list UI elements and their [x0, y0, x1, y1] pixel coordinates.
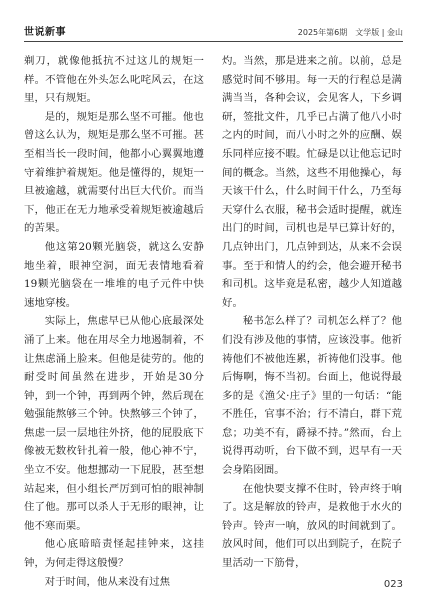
page-number: 023 — [383, 579, 403, 590]
paragraph: 灼。当然，那是进来之前。以前，总是感觉时间不够用。每一天的行程总是满满当当，各种会议，会见客人，下乡调研，签批文件，几乎已占满了他八小时之内的时间，而八小时之外的应酬、娱乐同样应接不暇。忙碌是以让他忘记时间的概念。当然，这些不用他操心，每天该干什么，什么时间干什么，乃至每天穿什么衣服，秘书会适时提醒，就连出门的时间，司机也是早已算计好的，几点钟出门，几点钟到达，从来不会误事。至于和情人的约会，他会避开秘书和司机。这毕竟是私密，越少人知道越好。 — [222, 55, 402, 309]
right-text-column — [222, 52, 402, 573]
page-header — [24, 14, 403, 38]
left-text-column — [24, 52, 204, 591]
paragraph: 秘书怎么样了？司机怎么样了？他们没有涉及他的事情，应该没事。他祈祷他们不被他连累，祈祷他们没事。他后悔啊，悔不当初。台面上，他说得最多的是《渔父·庄子》里的一句话：“能不胜任，官事不治；行不清白，群下荒怠；功美不有，爵禄不持。”然而，台上说得再动听，台下做不到，迟早有一天会身陷囹圄。 — [222, 315, 402, 477]
paragraph: 他这第20颗光脑袋，就这么安静地坐着，眼神空洞，面无表情地看着19颗光脑袋在一堆堆的电子元件中快速地穿梭。 — [24, 240, 204, 309]
paragraph: 对于时间，他从来没有过焦 — [44, 575, 171, 588]
header-rule — [24, 41, 403, 42]
publication-name: 世说新事 — [24, 27, 66, 38]
paragraph: 实际上，焦虑早已从他心底最深处涌了上来。他在用尽全力地遏制着，不让焦虑涌上脸来。但他是徒劳的。他的耐受时间虽然在进步，开始是30分钟，到一个钟，再到两个钟，然后现在勉强能熬够三个钟。快熬够三个钟了，焦虑一层一层地往外挤，他的屁股底下像被无数枚针扎着一般，他心神不宁，坐立不安。他想挪动一下屁股，甚至想站起来，但小组长严厉到可怕的眼神制住了他。那可以杀人于无形的眼神，让他不寒而栗。 — [24, 315, 204, 532]
paragraph: 他心底暗暗责怪起挂钟来，这挂钟，为何走得这般慢？ — [24, 538, 204, 570]
issue-info: 2025年第6期 文学版 | 金山 — [297, 28, 403, 37]
paragraph: 剃刀，就像他抵抗不过这儿的规矩一样。不管他在外头怎么叱咤风云，在这里，只有规矩。 — [24, 55, 204, 105]
paragraph: 是的，规矩是那么坚不可摧。他也曾这么认为，规矩是那么坚不可摧。甚至相当长一段时间，他都小心翼翼地遵守着维护着规矩。他是懂得的，规矩一旦被逾越，就需要付出巨大代价。而当下，他正在无力地承受着规矩被逾越后的苦果。 — [24, 110, 204, 235]
paragraph: 在他快要支撑不住时，铃声终于响了。这是解放的铃声，是救他于水火的铃声。铃声一响，放风的时间就到了。放风时间，他们可以出到院子，在院子里活动一下筋骨， — [222, 482, 402, 570]
